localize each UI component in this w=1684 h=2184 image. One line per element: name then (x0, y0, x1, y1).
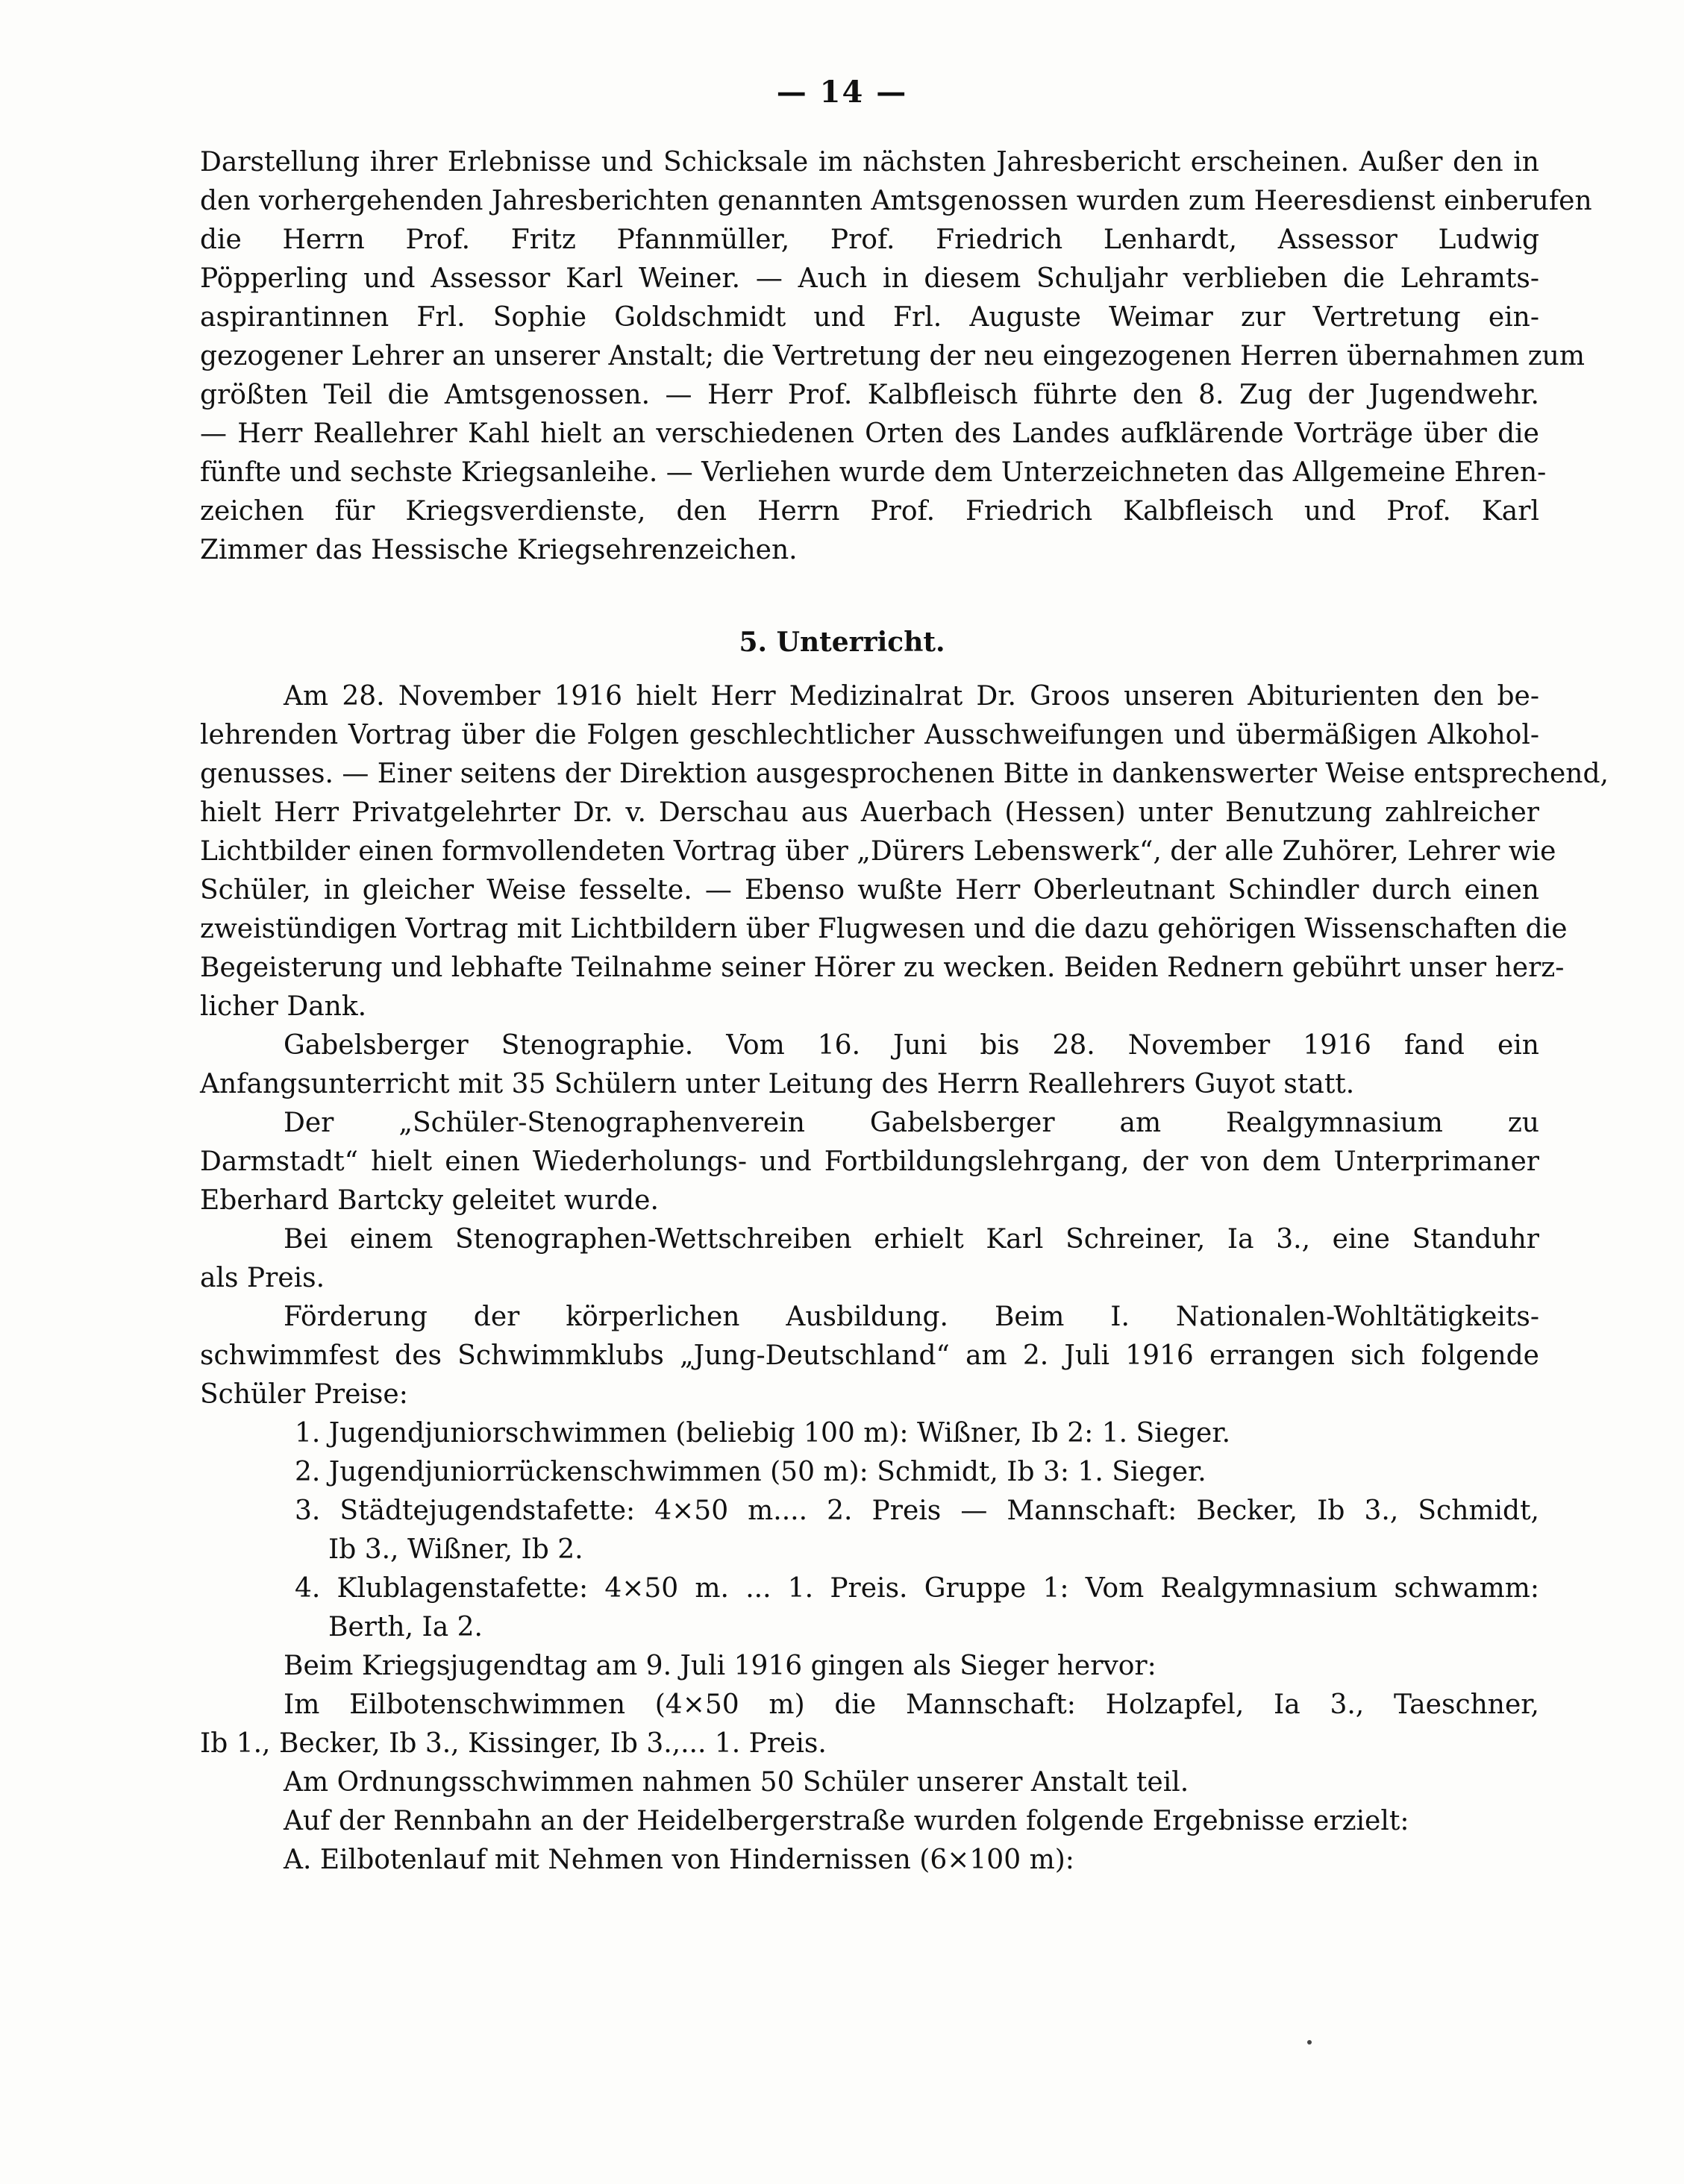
text-line: Begeisterung und lebhafte Teilnahme seiner Hörer zu wecken. Beiden Rednern gebührt unser herz- (200, 953, 1565, 983)
text-line: Förderung der körperlichen Ausbildung. Beim I. Nationalen-Wohltätigkeits- (284, 1302, 1539, 1332)
list-item: 1. Jugendjuniorschwimmen (beliebig 100 m): Wißner, Ib 2: 1. Sieger. (295, 1418, 1231, 1449)
text-line: fünfte und sechste Kriegsanleihe. — Verliehen wurde dem Unterzeichneten das Allgemeine Ehren- (200, 457, 1547, 488)
list-item-continuation: Berth, Ia 2. (328, 1612, 483, 1642)
text-line: Zimmer das Hessische Kriegsehrenzeichen. (200, 535, 798, 565)
text-line: A. Eilbotenlauf mit Nehmen von Hindernissen (6×100 m): (284, 1845, 1074, 1875)
text-line: aspirantinnen Frl. Sophie Goldschmidt und Frl. Auguste Weimar zur Vertretung ein- (200, 302, 1539, 333)
text-line: Auf der Rennbahn an der Heidelbergerstraße wurden folgende Ergebnisse erzielt: (284, 1806, 1409, 1836)
text-line: Bei einem Stenographen-Wettschreiben erhielt Karl Schreiner, Ia 3., eine Standuhr (284, 1224, 1539, 1255)
text-line: Anfangsunterricht mit 35 Schülern unter Leitung des Herrn Reallehrers Guyot statt. (200, 1069, 1355, 1099)
text-line: zeichen für Kriegsverdienste, den Herrn Prof. Friedrich Kalbfleisch und Prof. Karl (200, 496, 1539, 527)
text-line: Im Eilbotenschwimmen (4×50 m) die Mannschaft: Holzapfel, Ia 3., Taeschner, (284, 1689, 1539, 1720)
list-item: 4. Klublagenstafette: 4×50 m. ... 1. Preis. Gruppe 1: Vom Realgymnasium schwamm: (295, 1573, 1539, 1604)
text-line: Gabelsberger Stenographie. Vom 16. Juni bis 28. November 1916 fand ein (284, 1030, 1539, 1061)
text-line: hielt Herr Privatgelehrter Dr. v. Derschau aus Auerbach (Hessen) unter Benutzung zahlreicher (200, 797, 1539, 828)
text-line: Eberhard Bartcky geleitet wurde. (200, 1185, 659, 1216)
text-line: Darstellung ihrer Erlebnisse und Schicksale im nächsten Jahresbericht erscheinen. Außer den in (200, 147, 1539, 178)
text-line: lehrenden Vortrag über die Folgen geschlechtlicher Ausschweifungen und übermäßigen Alkohol- (200, 720, 1539, 750)
page-number: — 14 — (776, 75, 908, 110)
text-line: Am Ordnungsschwimmen nahmen 50 Schüler unserer Anstalt teil. (284, 1767, 1189, 1798)
text-line: Lichtbilder einen formvollendeten Vortrag über „Dürers Lebenswerk“, der alle Zuhörer, Lehrer wie (200, 836, 1556, 867)
text-line: Ib 1., Becker, Ib 3., Kissinger, Ib 3.,... 1. Preis. (200, 1728, 827, 1759)
text-line: größten Teil die Amtsgenossen. — Herr Prof. Kalbfleisch führte den 8. Zug der Jugendwehr. (200, 380, 1539, 410)
text-line: Schüler, in gleicher Weise fesselte. — Ebenso wußte Herr Oberleutnant Schindler durch einen (200, 875, 1539, 906)
text-line: Darmstadt“ hielt einen Wiederholungs- und Fortbildungslehrgang, der von dem Unterprimaner (200, 1146, 1539, 1177)
text-line: schwimmfest des Schwimmklubs „Jung-Deutschland“ am 2. Juli 1916 errangen sich folgende (200, 1340, 1539, 1371)
text-line: gezogener Lehrer an unserer Anstalt; die Vertretung der neu eingezogenen Herren übernahmen zum (200, 341, 1585, 371)
text-line: Der „Schüler-Stenographenverein Gabelsberger am Realgymnasium zu (284, 1108, 1539, 1138)
text-line: Schüler Preise: (200, 1379, 408, 1410)
text-line: zweistündigen Vortrag mit Lichtbildern über Flugwesen und die dazu gehörigen Wissenschaften die (200, 914, 1568, 944)
section-heading: 5. Unterricht. (739, 627, 945, 658)
text-line: den vorhergehenden Jahresberichten genannten Amtsgenossen wurden zum Heeresdienst einberufen (200, 186, 1592, 216)
text-line: als Preis. (200, 1263, 325, 1293)
text-line: — Herr Reallehrer Kahl hielt an verschiedenen Orten des Landes aufklärende Vorträge über die (200, 418, 1539, 449)
ink-speck (1307, 2040, 1312, 2045)
list-item: 3. Städtejugendstafette: 4×50 m.... 2. Preis — Mannschaft: Becker, Ib 3., Schmidt, (295, 1496, 1539, 1526)
text-line: die Herrn Prof. Fritz Pfannmüller, Prof. Friedrich Lenhardt, Assessor Ludwig (200, 225, 1539, 255)
list-item-continuation: Ib 3., Wißner, Ib 2. (328, 1534, 583, 1565)
list-item: 2. Jugendjuniorrückenschwimmen (50 m): Schmidt, Ib 3: 1. Sieger. (295, 1457, 1206, 1487)
text-line: licher Dank. (200, 991, 367, 1022)
text-line: Pöpperling und Assessor Karl Weiner. — Auch in diesem Schuljahr verblieben die Lehramts- (200, 263, 1539, 294)
text-line: Am 28. November 1916 hielt Herr Medizinalrat Dr. Groos unseren Abiturienten den be- (284, 681, 1539, 712)
text-line: Beim Kriegsjugendtag am 9. Juli 1916 gingen als Sieger hervor: (284, 1651, 1156, 1681)
text-line: genusses. — Einer seitens der Direktion ausgesprochenen Bitte in dankenswerter Weise entsprechend, (200, 759, 1609, 789)
